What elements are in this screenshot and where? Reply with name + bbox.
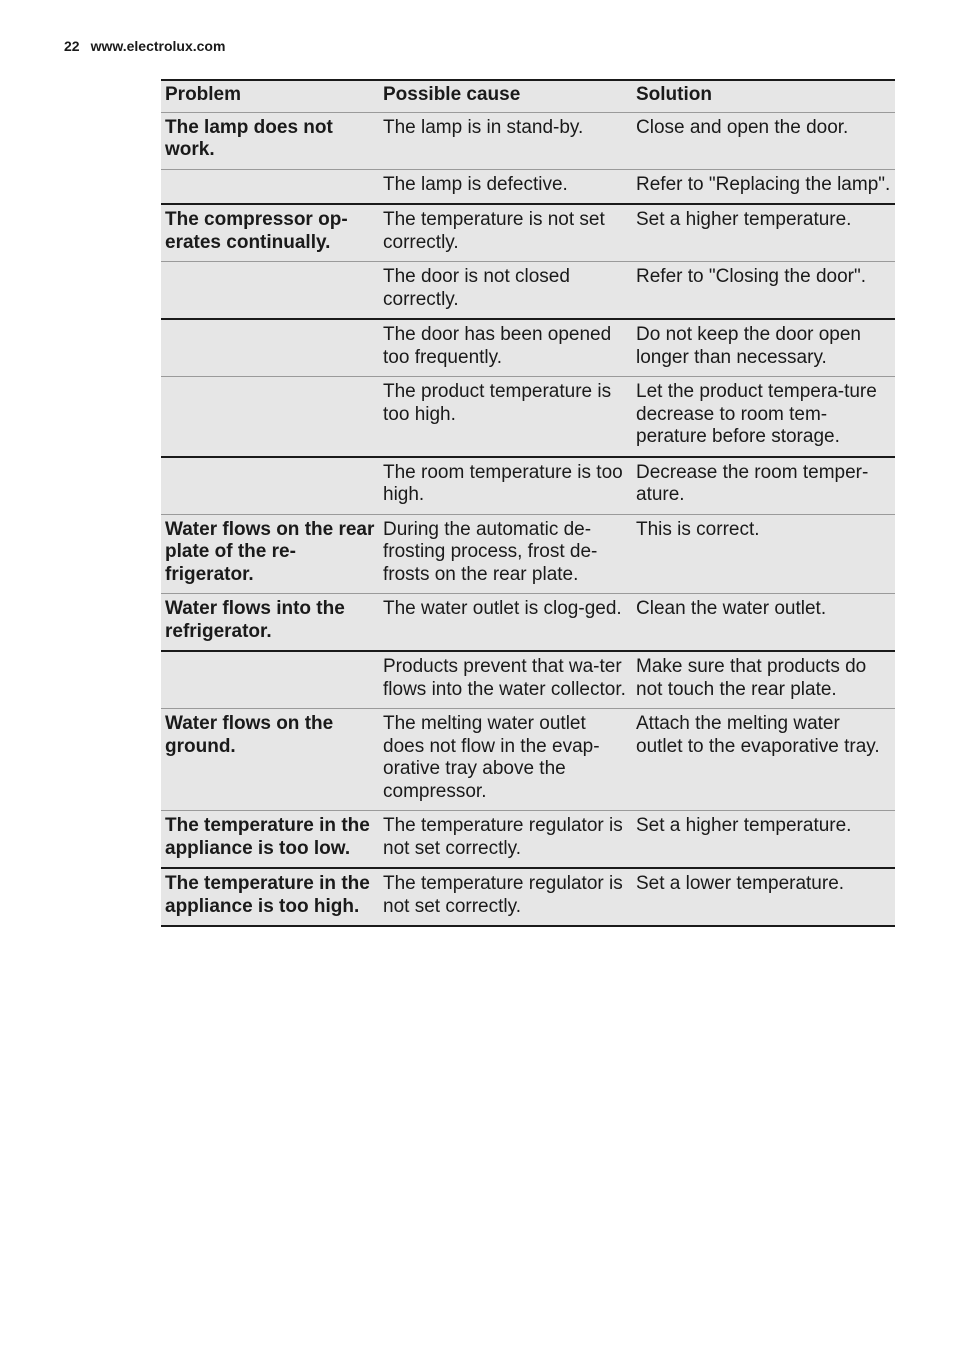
problem-cell bbox=[161, 169, 379, 204]
solution-cell: This is correct. bbox=[636, 518, 760, 540]
table-row bbox=[161, 811, 895, 869]
solution-cell: Set a lower temperature. bbox=[636, 873, 845, 894]
column-header-solution: Solution bbox=[636, 84, 712, 105]
solution-cell: Do not keep the door open longer than necessary. bbox=[636, 324, 862, 368]
solution-cell: Let the product tempera-ture decrease to room tem-perature before storage. bbox=[636, 381, 877, 447]
problem-cell: The compressor op-erates continually. bbox=[165, 209, 348, 253]
cause-cell: The temperature is not set correctly. bbox=[383, 209, 605, 253]
solution-cell: Refer to "Closing the door". bbox=[636, 266, 866, 287]
cause-cell: The door has been opened too frequently. bbox=[383, 324, 612, 368]
solution-cell: Make sure that products do not touch the rear plate. bbox=[636, 656, 867, 700]
table-row bbox=[161, 377, 895, 457]
solution-cell: Attach the melting water outlet to the evaporative tray. bbox=[636, 713, 880, 757]
cause-cell: The lamp is defective. bbox=[383, 173, 568, 195]
cause-cell: During the automatic de-frosting process, frost de-frosts on the rear plate. bbox=[383, 518, 598, 585]
column-header-problem: Problem bbox=[165, 84, 242, 105]
cause-cell: The temperature regulator is not set correctly. bbox=[383, 873, 623, 917]
cause-cell: The door is not closed correctly. bbox=[383, 266, 570, 310]
table-row bbox=[161, 651, 895, 709]
problem-cell bbox=[161, 457, 379, 515]
cause-cell: The product temperature is too high. bbox=[383, 381, 612, 425]
problem-cell bbox=[161, 651, 379, 709]
table-row bbox=[161, 262, 895, 320]
table-row bbox=[161, 169, 895, 204]
problem-cell bbox=[161, 262, 379, 320]
cause-cell: The room temperature is too high. bbox=[383, 461, 623, 505]
table-row bbox=[161, 204, 895, 262]
table-row bbox=[161, 112, 895, 169]
solution-cell: Decrease the room temper-ature. bbox=[636, 461, 869, 505]
solution-cell: Close and open the door. bbox=[636, 116, 849, 138]
problem-cell: Water flows on the ground. bbox=[165, 713, 334, 757]
problem-cell: Water flows on the rear plate of the re-frigerator. bbox=[165, 518, 375, 585]
table-row bbox=[161, 514, 895, 594]
troubleshooting-table bbox=[161, 79, 895, 927]
cause-cell: Products prevent that wa-ter flows into the water collector. bbox=[383, 656, 626, 700]
cause-cell: The lamp is in stand-by. bbox=[383, 116, 584, 138]
table-row bbox=[161, 594, 895, 652]
page-header bbox=[64, 38, 225, 54]
problem-cell bbox=[161, 377, 379, 457]
solution-cell: Clean the water outlet. bbox=[636, 598, 827, 619]
column-header-cause: Possible cause bbox=[383, 84, 521, 105]
solution-cell: Set a higher temperature. bbox=[636, 209, 852, 230]
cause-cell: The melting water outlet does not flow in the evap-orative tray above the compressor. bbox=[383, 713, 600, 802]
problem-cell: The lamp does not work. bbox=[165, 116, 333, 160]
cause-cell: The water outlet is clog-ged. bbox=[383, 598, 622, 619]
solution-cell: Refer to "Replacing the lamp". bbox=[636, 173, 891, 195]
table-row bbox=[161, 709, 895, 811]
table-row bbox=[161, 319, 895, 377]
table-row bbox=[161, 457, 895, 515]
problem-cell: The temperature in the appliance is too high. bbox=[165, 873, 370, 917]
cause-cell: The temperature regulator is not set correctly. bbox=[383, 815, 623, 859]
solution-cell: Set a higher temperature. bbox=[636, 815, 852, 836]
problem-cell bbox=[161, 319, 379, 377]
problem-cell: Water flows into the refrigerator. bbox=[165, 598, 345, 642]
problem-cell: The temperature in the appliance is too low. bbox=[165, 815, 370, 859]
table-header-row bbox=[161, 80, 895, 112]
table-row bbox=[161, 868, 895, 926]
website-link[interactable]: www.electrolux.com bbox=[90, 38, 226, 54]
page-number: 22 bbox=[64, 38, 80, 54]
